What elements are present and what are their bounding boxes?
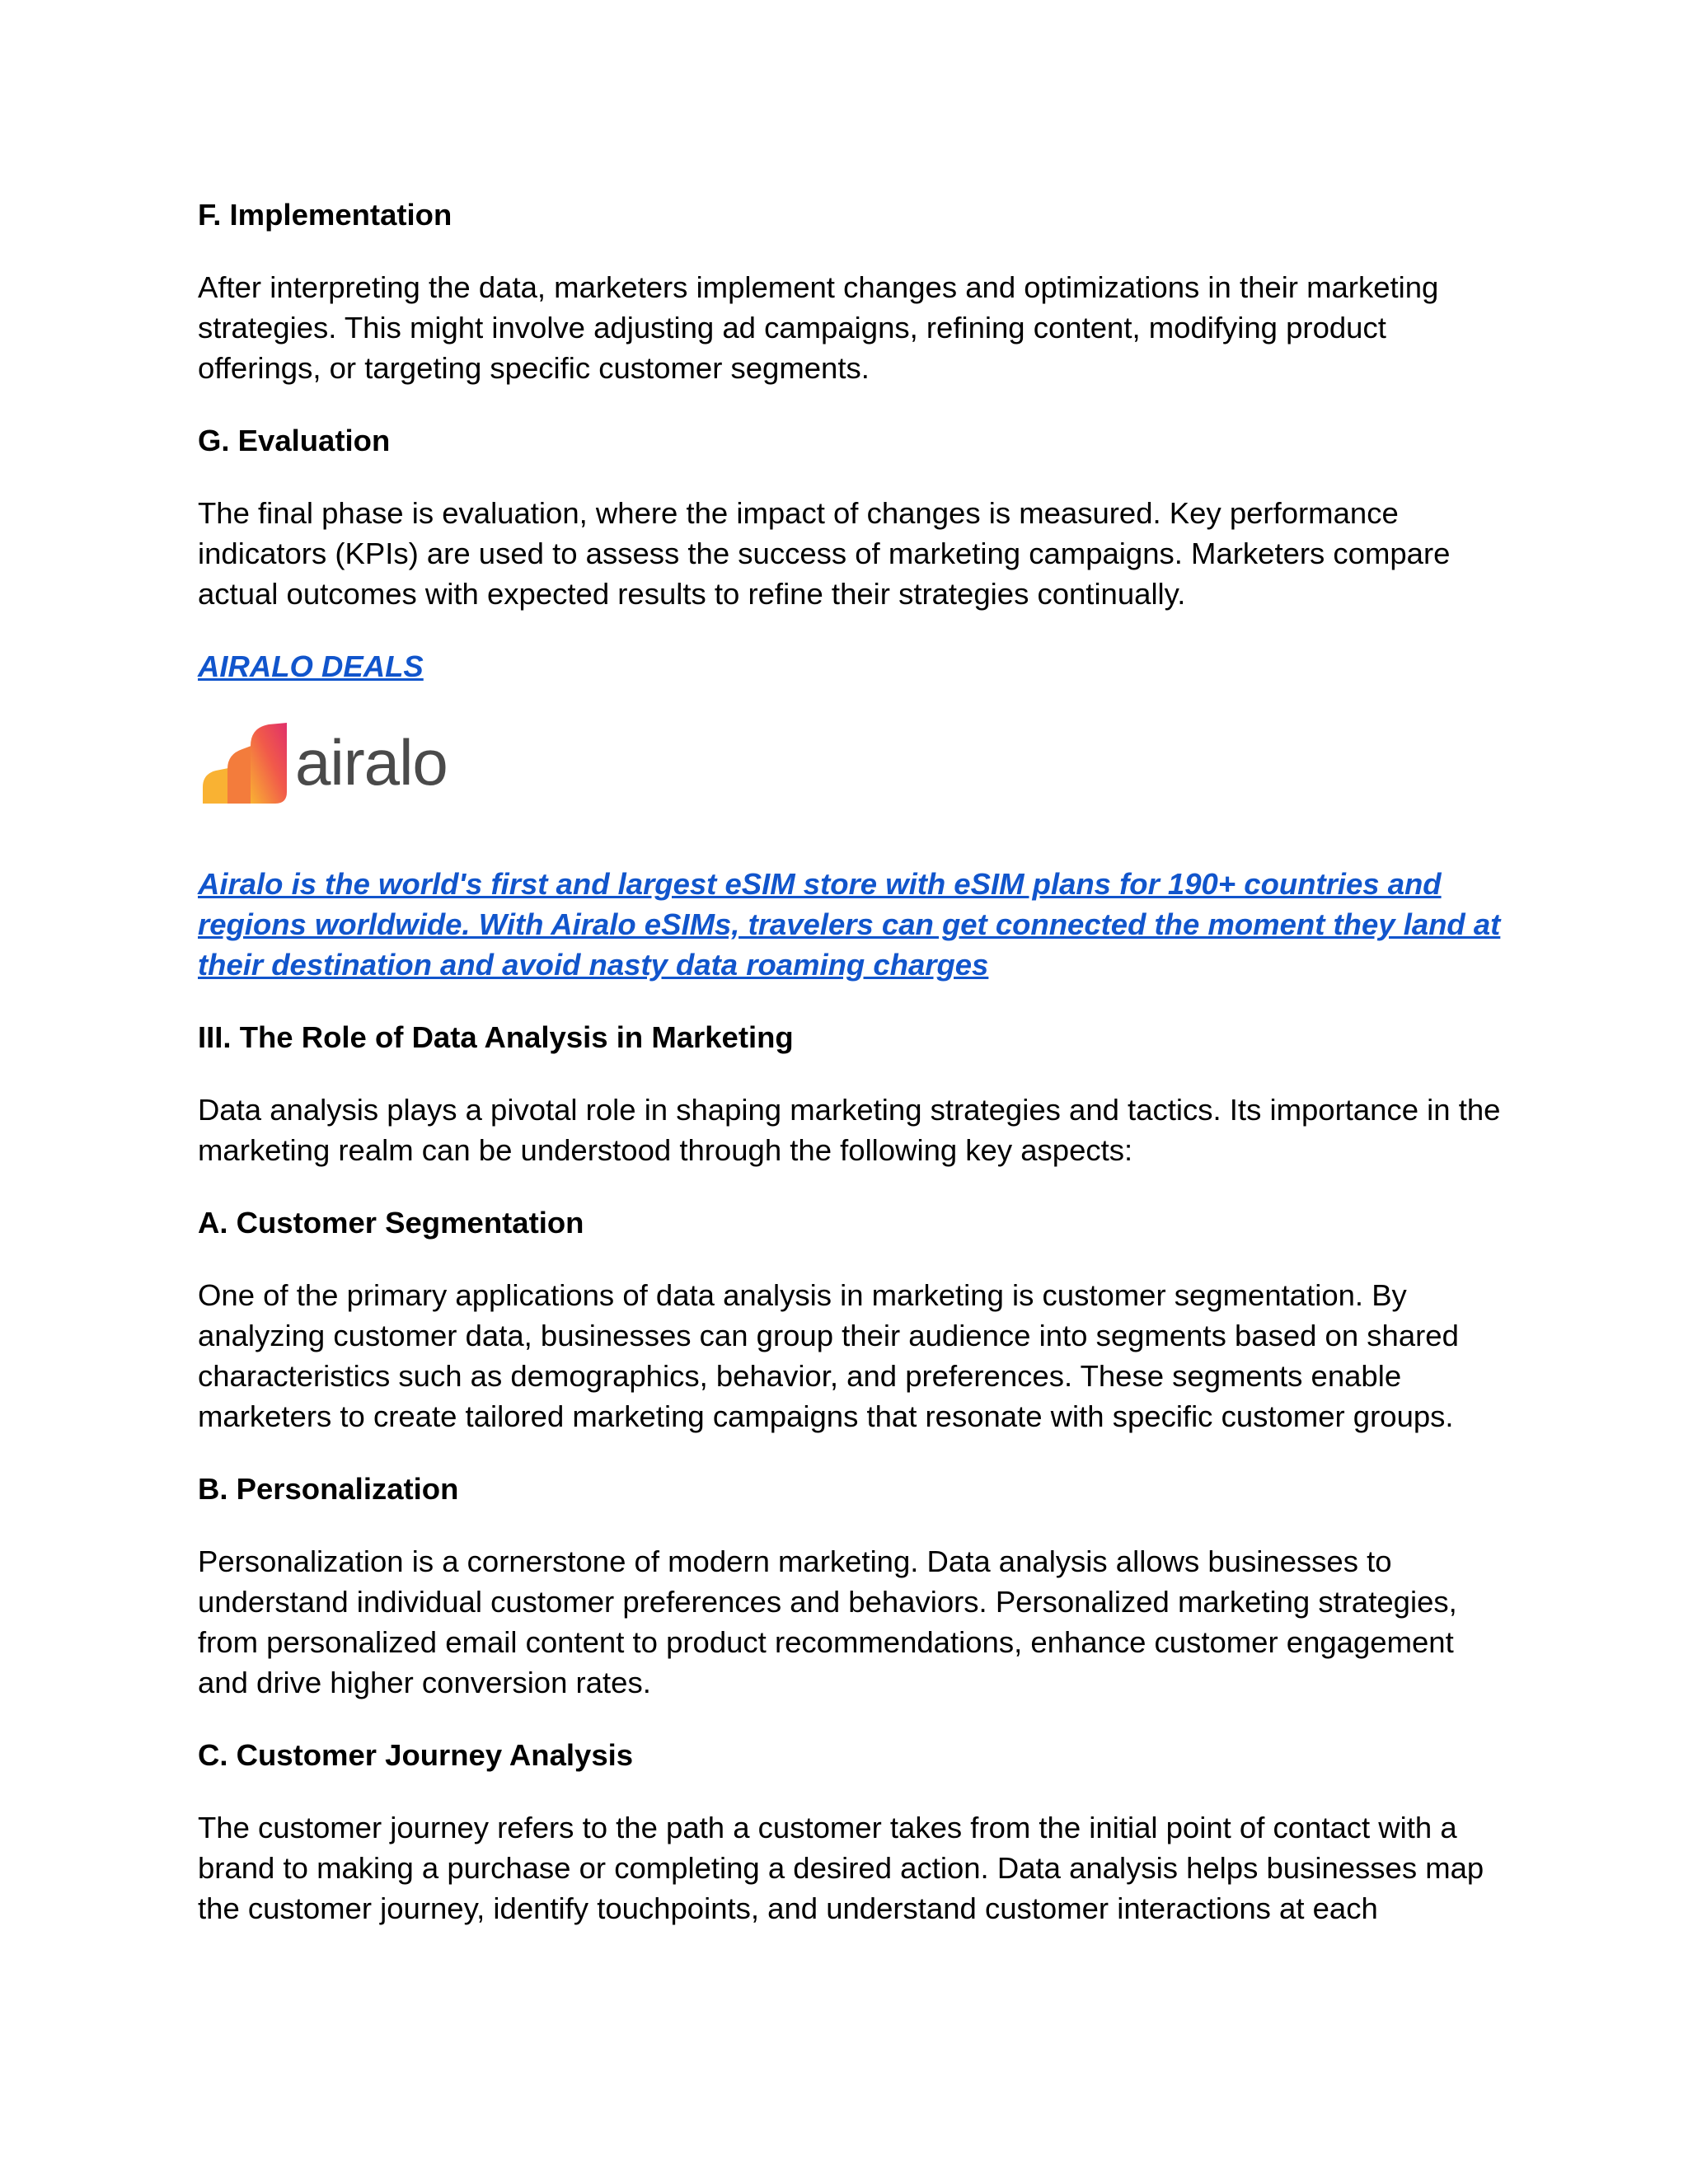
section-body-personalization: Personalization is a cornerstone of modern marketing. Data analysis allows businesses to understand individual customer preferences and behaviors. Personalized marketing strategies, from personalized email content to product recommendations, enhance customer engagement and drive higher conversion rates.: [198, 1544, 1457, 1699]
airalo-description-link[interactable]: Airalo is the world's first and largest eSIM store with eSIM plans for 190+ countries and regions worldwide. With Airalo eSIMs, travelers can get connected the moment they land at their destination and avoid nasty data roaming charges: [198, 867, 1501, 982]
section-body-implementation: After interpreting the data, marketers implement changes and optimizations in their marketing strategies. This might involve adjusting ad campaigns, refining content, modifying product offerings, or targeting specific customer segments.: [198, 270, 1439, 385]
section-body-segmentation: One of the primary applications of data analysis in marketing is customer segmentation. By analyzing customer data, businesses can group their audience into segments based on shared characteristics such as demographics, behavior, and preferences. These segments enable marketers to create tailored marketing campaigns that resonate with specific customer groups.: [198, 1278, 1459, 1433]
section-heading-personalization: B. Personalization: [198, 1472, 459, 1506]
airalo-logo[interactable]: [199, 719, 1508, 809]
airalo-deals-link[interactable]: AIRALO DEALS: [198, 649, 424, 683]
section-body-role: Data analysis plays a pivotal role in shaping marketing strategies and tactics. Its importance in the marketing realm can be understood through the following key aspects:: [198, 1093, 1501, 1167]
airalo-logo-wordmark: airalo: [295, 726, 448, 799]
section-heading-journey: C. Customer Journey Analysis: [198, 1738, 634, 1772]
section-heading-role: III. The Role of Data Analysis in Marketing: [198, 1020, 794, 1054]
section-heading-implementation: F. Implementation: [198, 198, 452, 232]
document-page: [198, 194, 1508, 1961]
section-heading-evaluation: G. Evaluation: [198, 424, 391, 457]
airalo-logo-mark-icon: [199, 721, 290, 807]
section-heading-segmentation: A. Customer Segmentation: [198, 1206, 584, 1240]
section-body-journey: The customer journey refers to the path a customer takes from the initial point of contact with a brand to making a purchase or completing a desired action. Data analysis helps businesses map the customer journey, identify touchpoints, and understand customer interactions at each: [198, 1811, 1484, 1925]
section-body-evaluation: The final phase is evaluation, where the impact of changes is measured. Key performance indicators (KPIs) are used to assess the success of marketing campaigns. Marketers compare actual outcomes with expected results to refine their strategies continually.: [198, 496, 1451, 611]
